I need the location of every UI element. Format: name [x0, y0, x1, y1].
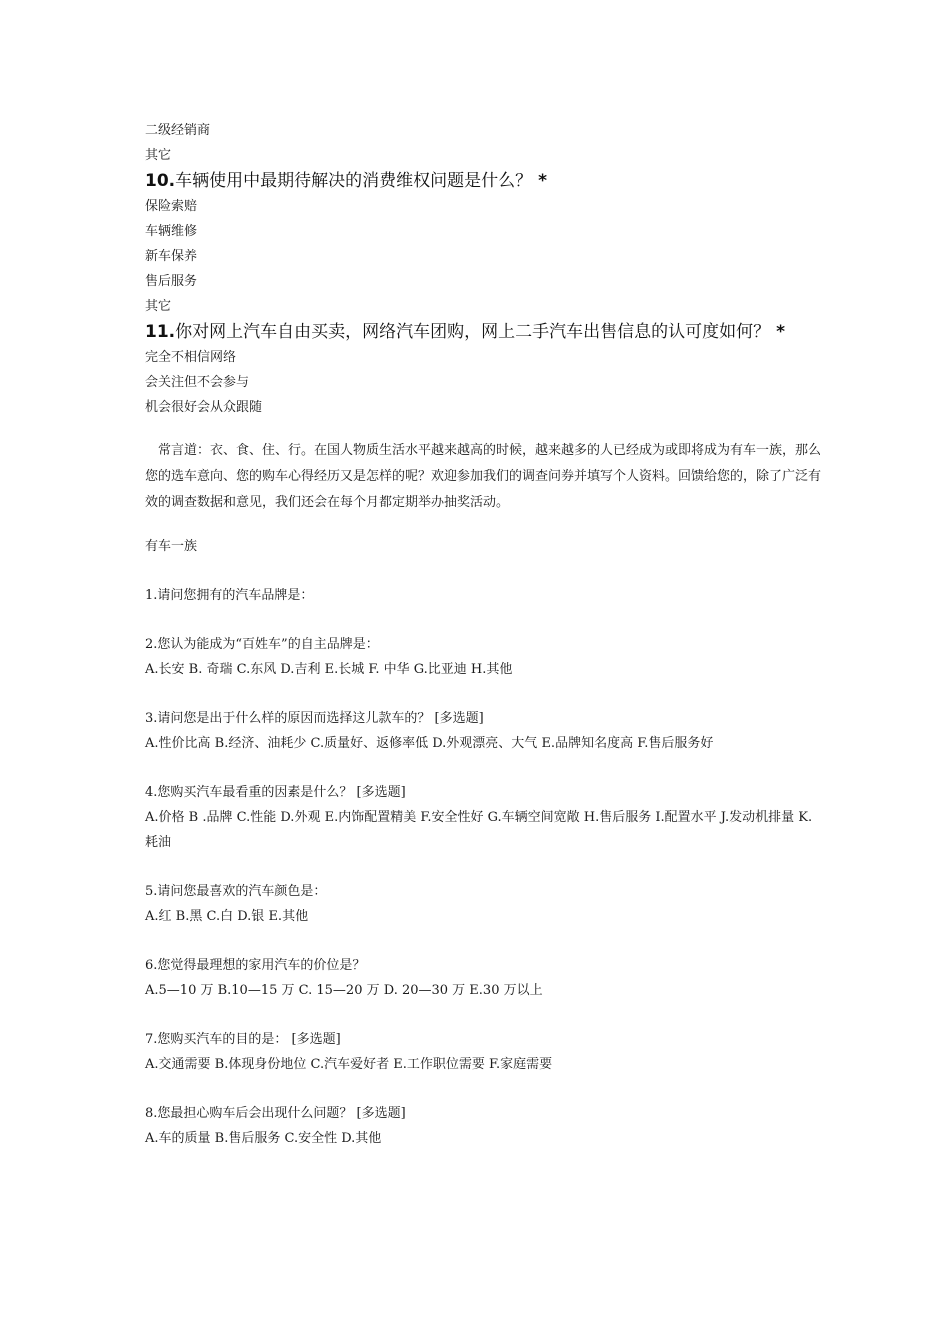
- survey-question: [145, 1027, 825, 1077]
- option-text: 保险索赔: [145, 199, 198, 214]
- question-10-title: [145, 168, 825, 194]
- question-text: 1.请问您拥有的汽车品牌是：: [145, 588, 314, 603]
- intro-paragraph: 常言道：衣、食、住、行。在国人物质生活水平越来越高的时候，越来越多的人已经成为或即将成为有车一族，那么您的选车意向、您的购车心得经历又是怎样的呢？欢迎参加我们的调查问券并填写个人资料。回馈给您的，除了广泛有效的调查数据和意见，我们还会在每个月都定期举办抽奖活动。: [145, 443, 822, 510]
- option-text: 完全不相信网络: [145, 350, 237, 365]
- question-text: 8.您最担心购车后会出现什么问题？ [多选题]: [145, 1106, 406, 1121]
- required-star: *: [776, 322, 786, 342]
- option-text: 二级经销商: [145, 123, 211, 138]
- question-text: 3.请问您是出于什么样的原因而选择这儿款车的？ [多选题]: [145, 711, 484, 726]
- question-text: 6.您觉得最理想的家用汽车的价位是？: [145, 958, 366, 973]
- section-title: 有车一族: [145, 539, 198, 554]
- question-number: 11.: [145, 322, 176, 342]
- option-text: 售后服务: [145, 274, 198, 289]
- survey-question: [145, 879, 825, 929]
- survey-question: [145, 1101, 825, 1151]
- question-text: 你对网上汽车自由买卖，网络汽车团购，网上二手汽车出售信息的认可度如何？: [175, 322, 771, 342]
- question-text: 车辆使用中最期待解决的消费维权问题是什么？: [175, 171, 533, 191]
- question-text: 2.您认为能成为“百姓车”的自主品牌是：: [145, 637, 379, 652]
- option-text: 其它: [145, 299, 172, 314]
- survey-question: [145, 632, 825, 682]
- question-text: 4.您购买汽车最看重的因素是什么？ [多选题]: [145, 785, 406, 800]
- answer-options: A.红 B.黑 C.白 D.银 E.其他: [145, 909, 309, 924]
- answer-options: A.长安 B. 奇瑞 C.东风 D.吉利 E.长城 F. 中华 G.比亚迪 H.其他: [145, 662, 513, 677]
- option-text: 车辆维修: [145, 224, 198, 239]
- question-text: 7.您购买汽车的目的是： [多选题]: [145, 1032, 341, 1047]
- required-star: *: [538, 171, 548, 191]
- question-11-title: [145, 319, 815, 345]
- option-text: 其它: [145, 148, 172, 163]
- option-text: 会关注但不会参与: [145, 375, 250, 390]
- question-text: 5.请问您最喜欢的汽车颜色是：: [145, 884, 327, 899]
- document-page: [145, 118, 825, 1151]
- survey-question: [145, 706, 825, 756]
- answer-options: A.性价比高 B.经济、油耗少 C.质量好、返修率低 D.外观漂亮、大气 E.品牌知名度高 F.售后服务好: [145, 736, 714, 751]
- answer-options: A.车的质量 B.售后服务 C.安全性 D.其他: [145, 1131, 382, 1146]
- question-number: 10.: [145, 171, 176, 191]
- survey-question: [145, 780, 825, 855]
- survey-question: [145, 583, 825, 608]
- answer-options: A.价格 B .品牌 C.性能 D.外观 E.内饰配置精美 F.安全性好 G.车辆空间宽敞 H.售后服务 I.配置水平 J.发动机排量 K.耗油: [145, 810, 813, 850]
- answer-options: A.5—10 万 B.10—15 万 C. 15—20 万 D. 20—30 万 E.30 万以上: [145, 983, 543, 998]
- option-text: 机会很好会从众跟随: [145, 400, 263, 415]
- option-text: 新车保养: [145, 249, 198, 264]
- answer-options: A.交通需要 B.体现身份地位 C.汽车爱好者 E.工作职位需要 F.家庭需要: [145, 1057, 553, 1072]
- survey-question: [145, 953, 825, 1003]
